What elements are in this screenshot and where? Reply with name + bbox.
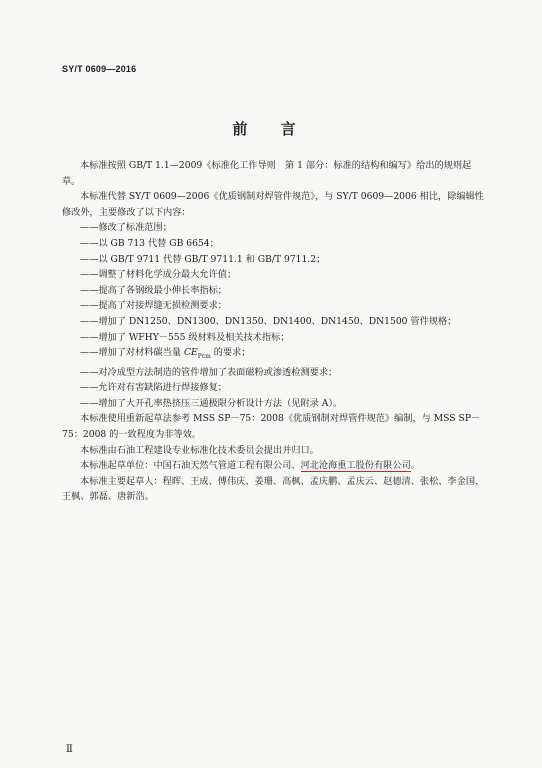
paragraph-drafting-rules: 本标准按照 GB/T 1.1—2009《标准化工作导则 第 1 部分：标准的结构和编写》给出的规则起草。 xyxy=(62,160,472,187)
list-item: ——调整了材料化学成分最大允许值； xyxy=(80,269,237,281)
foreword-body xyxy=(62,158,486,505)
item-ce-suffix: 的要求； xyxy=(210,347,251,359)
list-item-carbon-equivalent xyxy=(62,345,486,364)
paragraph-drafting-units xyxy=(62,458,486,474)
list-item: ——修改了标准范围； xyxy=(80,222,172,234)
list-item: ——增加了 DN1250、DN1300、DN1350、DN1400、DN1450、DN1500 管件规格； xyxy=(80,315,457,327)
list-item: ——增加了大开孔率热挤压三通极限分析设计方法（见附录 A）。 xyxy=(80,397,343,409)
list-item: ——允许对有害缺陷进行焊接修复； xyxy=(80,382,227,394)
item-ce-prefix: ——增加了对材料碳当量 xyxy=(80,347,184,359)
list-item: ——增加了 WFHY－555 级材料及相关技术指标； xyxy=(80,331,290,343)
paragraph-proposer: 本标准由石油工程建设专业标准化技术委员会提出并归口。 xyxy=(80,444,319,456)
paragraph-drafters: 本标准主要起草人：程晖、王成、傅伟庆、姜珊、高枫、孟庆鹏、孟庆云、赵德清、张松、李金国、王枫、郭磊、唐新浩。 xyxy=(62,475,485,503)
list-item: ——提高了各钢级最小伸长率指标； xyxy=(80,284,227,296)
paragraph-reference: 本标准使用重新起草法参考 MSS SP－75：2008《优质钢制对焊管件规范》编制，与 MSS SP－75：2008 的一致程度为非等效。 xyxy=(62,413,481,440)
page-number: Ⅱ xyxy=(66,744,73,755)
list-item: ——对冷成型方法制造的管件增加了表面磁粉或渗透检测要求； xyxy=(80,366,338,378)
page-title: 前 言 xyxy=(232,120,310,138)
list-item: ——以 GB 713 代替 GB 6654； xyxy=(80,237,219,249)
drafting-units-prefix: 本标准起草单位：中国石油天然气管道工程有限公司、 xyxy=(80,460,301,472)
list-item: ——以 GB/T 9711 代替 GB/T 9711.1 和 GB/T 9711.2； xyxy=(80,253,326,265)
ce-subscript: Pcm xyxy=(197,352,211,360)
underlined-company: 河北沧海重工股份有限公司 xyxy=(300,460,411,472)
drafting-units-suffix: 。 xyxy=(410,460,420,472)
standard-code: SY/T 0609—2016 xyxy=(62,64,137,74)
paragraph-replacement: 本标准代替 SY/T 0609—2006《优质钢制对焊管件规范》，与 SY/T 0609—2006 相比，除编辑性修改外，主要修改了以下内容： xyxy=(62,191,484,218)
ce-symbol: CE xyxy=(183,347,198,359)
list-item: ——提高了对接焊缝无损检测要求； xyxy=(80,300,227,312)
